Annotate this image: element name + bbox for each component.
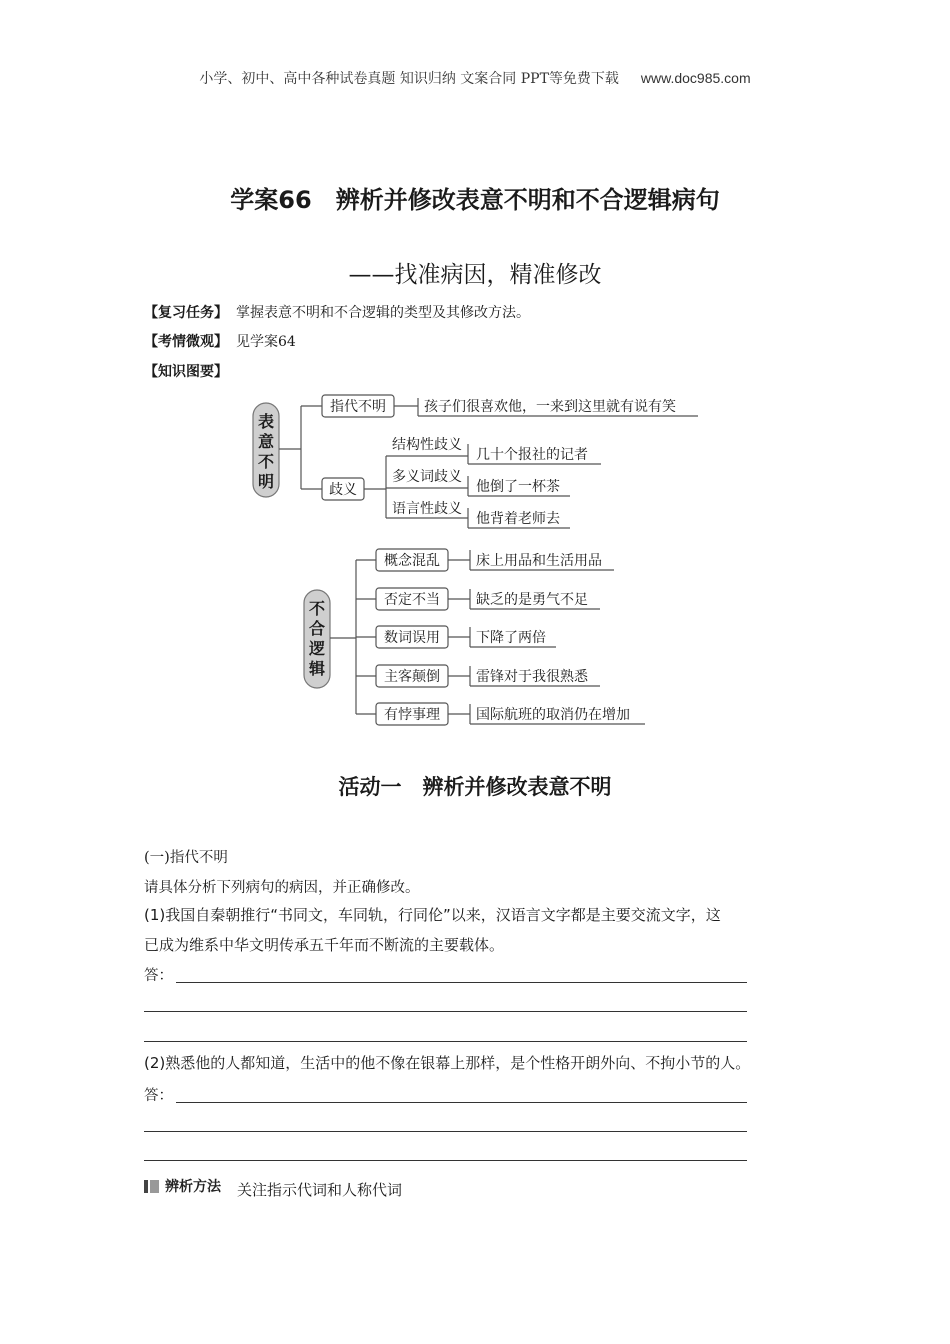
branch-qiyi-label: 歧义 xyxy=(329,482,357,498)
knowledge-map-label: 【知识图要】 xyxy=(144,364,228,380)
root1-char-2: 意 xyxy=(257,432,275,451)
method-text: 关注指示代词和人称代词 xyxy=(237,1181,403,1199)
review-task-value: 掌握表意不明和不合逻辑的类型及其修改方法。 xyxy=(236,305,530,321)
method-tag xyxy=(144,1176,221,1196)
logic-item-1-example: 床上用品和生活用品 xyxy=(476,553,602,569)
site-header-text: 小学、初中、高中各种试卷真题 知识归纳 文案合同 PPT等免费下载 xyxy=(199,71,619,87)
method-box xyxy=(144,1176,402,1200)
root2-char-2: 合 xyxy=(308,619,326,638)
answer-1-line-2[interactable] xyxy=(144,1011,747,1012)
qiyi-sub-2-label: 多义词歧义 xyxy=(392,469,462,485)
qiyi-sub-2-example: 他倒了一杯茶 xyxy=(476,479,560,495)
answer-2-label: 答： xyxy=(144,1088,173,1104)
tag-bar-dark xyxy=(144,1180,148,1193)
branch-zhidai-example: 孩子们很喜欢他，一来到这里就有说有笑 xyxy=(424,399,676,415)
logic-item-3-example: 下降了两倍 xyxy=(476,630,546,646)
site-url[interactable]: www.doc985.com xyxy=(640,70,751,86)
answer-1-label: 答： xyxy=(144,968,173,984)
question-2: (2)熟悉他的人都知道，生活中的他不像在银幕上那样，是个性格开朗外向、不拘小节的人。 xyxy=(144,1054,751,1072)
exam-view-value: 见学案64 xyxy=(236,334,296,350)
qiyi-sub-3-example: 他背着老师去 xyxy=(476,511,560,527)
activity-heading: 活动一 辨析并修改表意不明 xyxy=(338,775,612,799)
logic-item-2-example: 缺乏的是勇气不足 xyxy=(476,592,588,608)
logic-item-2-label: 否定不当 xyxy=(384,592,440,608)
logic-item-3-label: 数词误用 xyxy=(384,630,440,646)
tag-bar-light xyxy=(150,1180,159,1193)
logic-item-5-example: 国际航班的取消仍在增加 xyxy=(476,707,630,723)
root2-char-3: 逻 xyxy=(308,639,326,658)
review-task-label: 【复习任务】 xyxy=(144,305,228,321)
branch-zhidai-label: 指代不明 xyxy=(330,399,386,415)
instruction-text: 请具体分析下列病句的病因，并正确修改。 xyxy=(144,880,420,896)
answer-2-line-1[interactable] xyxy=(176,1102,747,1103)
logic-item-4-example: 雷锋对于我很熟悉 xyxy=(476,669,588,685)
root1-char-3: 不 xyxy=(257,452,275,471)
section-title: (一)指代不明 xyxy=(144,850,228,866)
answer-2-line-3[interactable] xyxy=(144,1160,747,1161)
answer-1-line-1[interactable] xyxy=(176,982,747,983)
method-tag-label: 辨析方法 xyxy=(165,1179,221,1195)
answer-1-line-3[interactable] xyxy=(144,1041,747,1042)
page-title: 学案66 辨析并修改表意不明和不合逻辑病句 xyxy=(230,186,720,214)
logic-item-4-label: 主客颠倒 xyxy=(384,669,440,685)
root1-char-4: 明 xyxy=(257,472,275,491)
qiyi-sub-1-example: 几十个报社的记者 xyxy=(476,447,588,463)
root2-char-4: 辑 xyxy=(308,659,326,678)
exam-view-label: 【考情微观】 xyxy=(144,334,228,350)
logic-item-1-label: 概念混乱 xyxy=(384,553,440,569)
root2-char-1: 不 xyxy=(308,599,326,618)
logic-item-5-label: 有悖事理 xyxy=(384,707,440,723)
qiyi-sub-3-label: 语言性歧义 xyxy=(392,501,462,517)
question-1-line-1: (1)我国自秦朝推行“书同文，车同轨，行同伦”以来，汉语言文字都是主要交流文字，这 xyxy=(144,906,721,924)
page-subtitle: ——找准病因，精准修改 xyxy=(348,262,602,288)
qiyi-sub-1-label: 结构性歧义 xyxy=(392,437,462,453)
answer-2-line-2[interactable] xyxy=(144,1131,747,1132)
root1-char-1: 表 xyxy=(257,412,275,431)
question-1-line-2: 已成为维系中华文明传承五千年而不断流的主要载体。 xyxy=(144,936,505,954)
